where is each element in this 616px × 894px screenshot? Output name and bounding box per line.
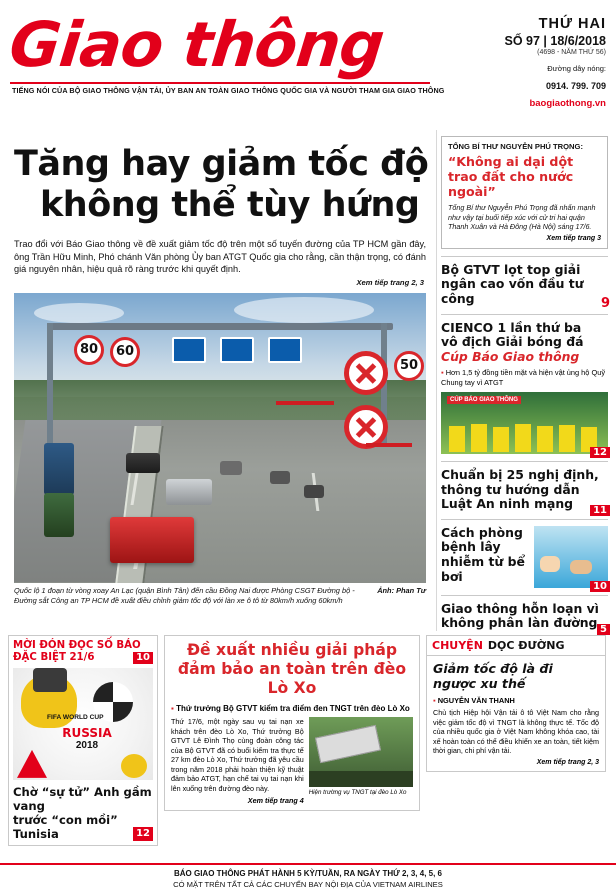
no-entry-sign [344,351,388,395]
vehicle-motorbike [270,471,290,484]
headline-line-1: Tăng hay giảm tốc độ [14,144,429,184]
opinion-author-name: NGUYỄN VĂN THANH [437,695,515,705]
page-number-badge: 9 [600,295,610,311]
story-title[interactable]: Đề xuất nhiều giải pháp đảm bảo an toàn trên đèo Lò Xo [177,640,407,697]
rail-item-thumbnail-pool [534,526,608,588]
mascot-goggles [33,668,67,692]
page-number-badge: 12 [590,447,610,458]
vehicle-silver-car [166,479,212,505]
vehicle-truck [44,493,74,537]
foliage-shape [309,771,413,787]
bottom-right-opinion [426,635,606,846]
promo-heading-line-2: ĐẶC BIỆT 21/6 [13,651,95,663]
issue-number: SỐ 97 | 18/6/2018 [504,34,606,48]
world-cup-artwork [13,668,153,780]
promo-footer-headline[interactable] [13,785,153,841]
player-figure [449,426,465,452]
rail-item-title[interactable]: Chuẩn bị 25 nghị định, thông tư hướng dẫn Luật An ninh mạng [441,466,599,512]
lead-deck: Trao đổi với Báo Giao thông về đề xuất giảm tốc độ trên một số tuyến đường của TP HCM gần đây, ông Trần Hữu Minh, Phó chánh Văn phòng Ủy ban ATGT Quốc gia cho rằng, cần thận trọng, có đánh giá nguyên nhân, hiệu quả rõ ràng trước khi quyết định. [14,239,426,275]
hotline-number-text: 0914. 799. 709 [545,81,606,91]
world-cup-title [27,726,147,751]
masthead [0,0,616,130]
issue-weekday: THỨ HAI [538,16,606,32]
divider [441,256,608,257]
page-number-badge: 5 [597,624,610,635]
decor-circle [121,754,147,778]
divider [441,461,608,462]
world-cup-year: 2018 [75,739,99,751]
thumbnail-banner: CÚP BÁO GIAO THÔNG [447,396,521,404]
rail-item-bullet-text: Hơn 1,5 tỷ đồng tiền mặt và hiện vật ủng hộ Quỹ Chung tay vì ATGT [441,368,606,388]
opinion-author [433,696,599,705]
bottom-zone [0,631,616,846]
page-footer [0,863,616,894]
world-cup-country: RUSSIA [62,725,112,740]
footer-line-2: CÓ MẶT TRÊN TẤT CẢ CÁC CHUYẾN BAY NỘI ĐỊA CỦA VIETNAM AIRLINES [173,880,443,889]
hotline-number [406,81,606,91]
story-thumbnail [309,717,413,787]
rail-item-title-line-1[interactable]: CIENCO 1 lần thứ ba [441,319,582,335]
section-label-a: CHUYỆN [432,638,483,652]
rail-item-title[interactable]: Giao thông hỗn loạn vì không phân làn đường [441,600,599,631]
decor-triangle [17,750,47,778]
speed-limit-sign-60: 60 [110,337,140,367]
vehicle-motorbike [304,485,324,498]
page-number-badge: 10 [590,581,610,592]
world-cup-fifa-label: FIFA WORLD CUP [47,713,104,721]
rail-item-title-line-2[interactable]: vô địch Giải bóng đá [441,334,584,350]
rail-item-budget[interactable] [441,261,610,311]
page-title [14,144,430,226]
gantry-post [47,323,53,443]
rail-item-pool-health[interactable] [441,524,608,592]
headline-line-2: không thể tùy hứng [40,185,420,225]
secondary-see-more[interactable]: Xem tiếp trang 3 [546,234,601,242]
promo-heading [13,640,153,664]
crashed-bus-shape [315,725,381,763]
blue-guide-sign [220,337,254,363]
right-rail [436,130,616,635]
player-figure [471,424,487,452]
story-body-row [171,717,413,805]
player-figure [493,427,509,452]
rail-item-title[interactable]: Cách phòng bệnh lây nhiễm từ bể bơi [441,524,525,584]
logo-wrap [6,8,387,81]
divider [441,314,608,315]
lead-photo [14,293,426,583]
story-continue-link[interactable]: Xem tiếp trang 4 [247,795,304,805]
special-issue-promo[interactable] [8,635,158,846]
lo-xo-pass-story[interactable] [164,635,420,811]
rail-item-title-line-3[interactable]: Cúp Báo Giao thông [441,348,580,364]
speed-limit-sign-80: 80 [74,335,104,365]
bottom-middle-story [158,635,426,846]
roadside-banner [366,443,412,447]
footer-line-1: BÁO GIAO THÔNG PHÁT HÀNH 5 KỲ/TUẦN, RA NGÀY THỨ 2, 3, 4, 5, 6 [173,869,442,878]
opinion-continue-link[interactable]: Xem tiếp trang 2, 3 [536,758,599,766]
player-figure [559,425,575,452]
section-label-b: DỌC ĐƯỜNG [487,638,565,652]
opinion-body: Chủ tịch Hiệp hội Vận tải ô tô Việt Nam cho rằng việc giảm tốc độ vì TNGT là không thực tế. Tốc độ của nhiều quốc gia ở Việt Nam không khóa cao, tài xế hoàn toàn có thể điều khiển xe an toàn, tiết kiệm thời gian, chi phí vận tải. [433,707,599,756]
page-number-badge: 11 [590,505,610,516]
promo-column [8,635,158,846]
hotline-label: Đường dây nóng: [547,64,606,73]
blue-guide-sign [268,337,302,363]
rail-item-thumbnail-football [441,392,608,454]
story-body [171,717,304,805]
secondary-title[interactable]: “Không ai dại dột trao đất cho nước ngoài” [448,154,574,199]
opinion-card[interactable] [426,655,606,772]
opinion-title[interactable]: Giảm tốc độ là đi ngược xu thế [433,660,553,691]
cloud-shape [234,297,374,323]
story-subhead-text: Thứ trưởng Bộ GTVT kiểm tra điểm đen TNGT trên đèo Lò Xo [176,703,410,713]
section-header [426,635,606,655]
rail-item-football[interactable] [441,319,608,458]
player-figure [537,426,553,452]
roadside-banner [276,401,334,405]
secondary-kicker: TỔNG BÍ THƯ NGUYỄN PHÚ TRỌNG: [448,142,583,151]
masthead-meta [406,16,606,109]
bullet-marker: ▪ [441,368,444,378]
promo-heading-line-1: MỜI ĐÓN ĐỌC SỐ BÁO [13,639,141,651]
secondary-desc: Tổng Bí thư Nguyễn Phú Trọng đã nhấn mạnh như vậy tại buổi tiếp xúc với cử tri hai quận Thanh Xuân và Hà Đông (Hà Nội) sáng 17/6. [448,203,596,232]
page-number-badge: 12 [133,827,153,841]
divider [441,595,608,596]
story-thumbnail-wrap [309,717,413,805]
cloud-shape [34,303,124,323]
divider [441,519,608,520]
player-figure [515,424,531,452]
logo-underline [10,82,430,84]
sign-gantry [47,323,393,330]
vehicle-motorbike [220,461,242,475]
story-subhead [171,704,413,713]
promo-footer-line-1: Chờ “sự tử” Anh gầm vang [13,784,152,813]
website-url[interactable]: baogiaothong.vn [529,98,606,109]
bullet-marker: ▪ [433,695,436,705]
rail-item-bullet [441,368,608,388]
story-body-text: Thứ 17/6, một ngày sau vụ tai nạn xe khách trên đèo Lò Xo, Thứ trưởng Bộ GTVT Lê Đình Thọ cùng đoàn công tác của Bộ GTVT đã có buổi kiểm tra thực tế 27 km đèo Lò Xo, Thứ trưởng đã yêu cầu trong năm 2018 phải hoàn thiện kỹ thuật đảm bảo ATGT, hạn chế tai vụ tai nạn khi lên xuống trên đường đèo này. [171,716,304,794]
content-grid [0,130,616,635]
rail-item-lane-chaos[interactable] [441,600,608,635]
rail-item-title[interactable]: Bộ GTVT lọt top giải ngân cao vốn đầu tư công [441,261,584,306]
speed-limit-sign-50: 50 [394,351,424,381]
swimmer-figure [570,560,592,574]
secondary-lead-box[interactable] [441,136,608,249]
story-thumbnail-caption: Hiện trường vụ TNGT tại đèo Lò Xo [308,788,407,796]
swimmer-figure [540,556,560,572]
bullet-marker: ▪ [171,703,174,713]
photo-credit: Ảnh: Phan Tư [377,585,426,595]
vehicle-bus [44,443,74,495]
vehicle-dark-car [126,453,160,473]
page-number-badge: 10 [133,652,153,664]
blue-guide-sign [172,337,206,363]
publication-tagline: TIẾNG NÓI CỦA BỘ GIAO THÔNG VẬN TẢI, ỦY BAN AN TOÀN GIAO THÔNG QUỐC GIA VÀ NGƯỜI THAM GIA GIAO THÔNG [12,86,445,95]
photo-caption [14,586,426,606]
lead-continue-link[interactable]: Xem tiếp trang 2, 3 [356,277,424,287]
vehicle-red-car [110,517,194,563]
main-column [0,130,436,631]
photo-caption-text: Quốc lộ 1 đoạn từ vòng xoay An Lạc (quận Bình Tân) đến cầu Đồng Nai được Phòng CSGT Đường bộ - Đường sắt Công an TP HCM đề xuất điều chỉnh giảm tốc độ với làn xe ô tô từ 80km/h xuống 60km/h [14,585,355,605]
issue-sub: (4698 - NĂM THỨ 56) [537,49,606,56]
publication-logo: Giao thông [6,8,387,81]
promo-footer-line-2: trước “con mồi” Tunisia [13,812,118,841]
rail-item-cyberlaw[interactable] [441,466,608,516]
